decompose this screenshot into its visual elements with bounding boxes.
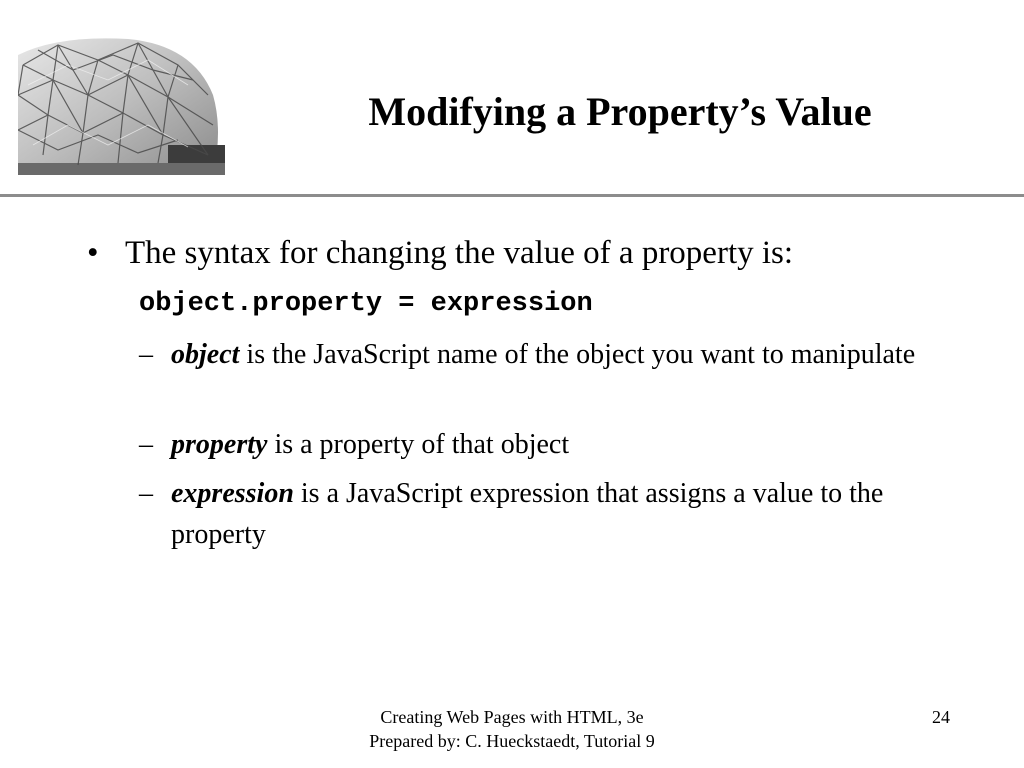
description: is a JavaScript expression that assigns a value to the property: [171, 478, 884, 550]
footer-text: [312, 705, 712, 753]
description: is the JavaScript name of the object you want to manipulate: [239, 339, 916, 370]
geodesic-dome-image: [18, 35, 225, 175]
sub-item-text: [171, 334, 939, 375]
code-syntax: object.property = expression: [139, 289, 593, 319]
bullet-icon: •: [87, 235, 99, 271]
sub-item-text: [171, 473, 939, 555]
term: property: [171, 429, 268, 460]
sub-item-property: [139, 424, 939, 465]
page-number: 24: [932, 707, 950, 727]
sub-item-expression: [139, 473, 939, 555]
dash-icon: –: [139, 429, 153, 460]
bullet-item: [87, 232, 793, 274]
dash-icon: –: [139, 478, 153, 509]
footer-line-1: Creating Web Pages with HTML, 3e: [380, 707, 644, 727]
description: is a property of that object: [267, 429, 570, 460]
footer-line-2: Prepared by: C. Hueckstaedt, Tutorial 9: [369, 731, 655, 751]
term: expression: [171, 478, 294, 509]
sub-item-text: [171, 424, 939, 465]
header-divider: [0, 194, 1024, 197]
slide-title: Modifying a Property’s Value: [368, 89, 872, 134]
dash-icon: –: [139, 339, 153, 370]
bullet-text: The syntax for changing the value of a property is:: [125, 235, 794, 271]
sub-item-object: [139, 334, 939, 375]
term: object: [171, 339, 240, 370]
